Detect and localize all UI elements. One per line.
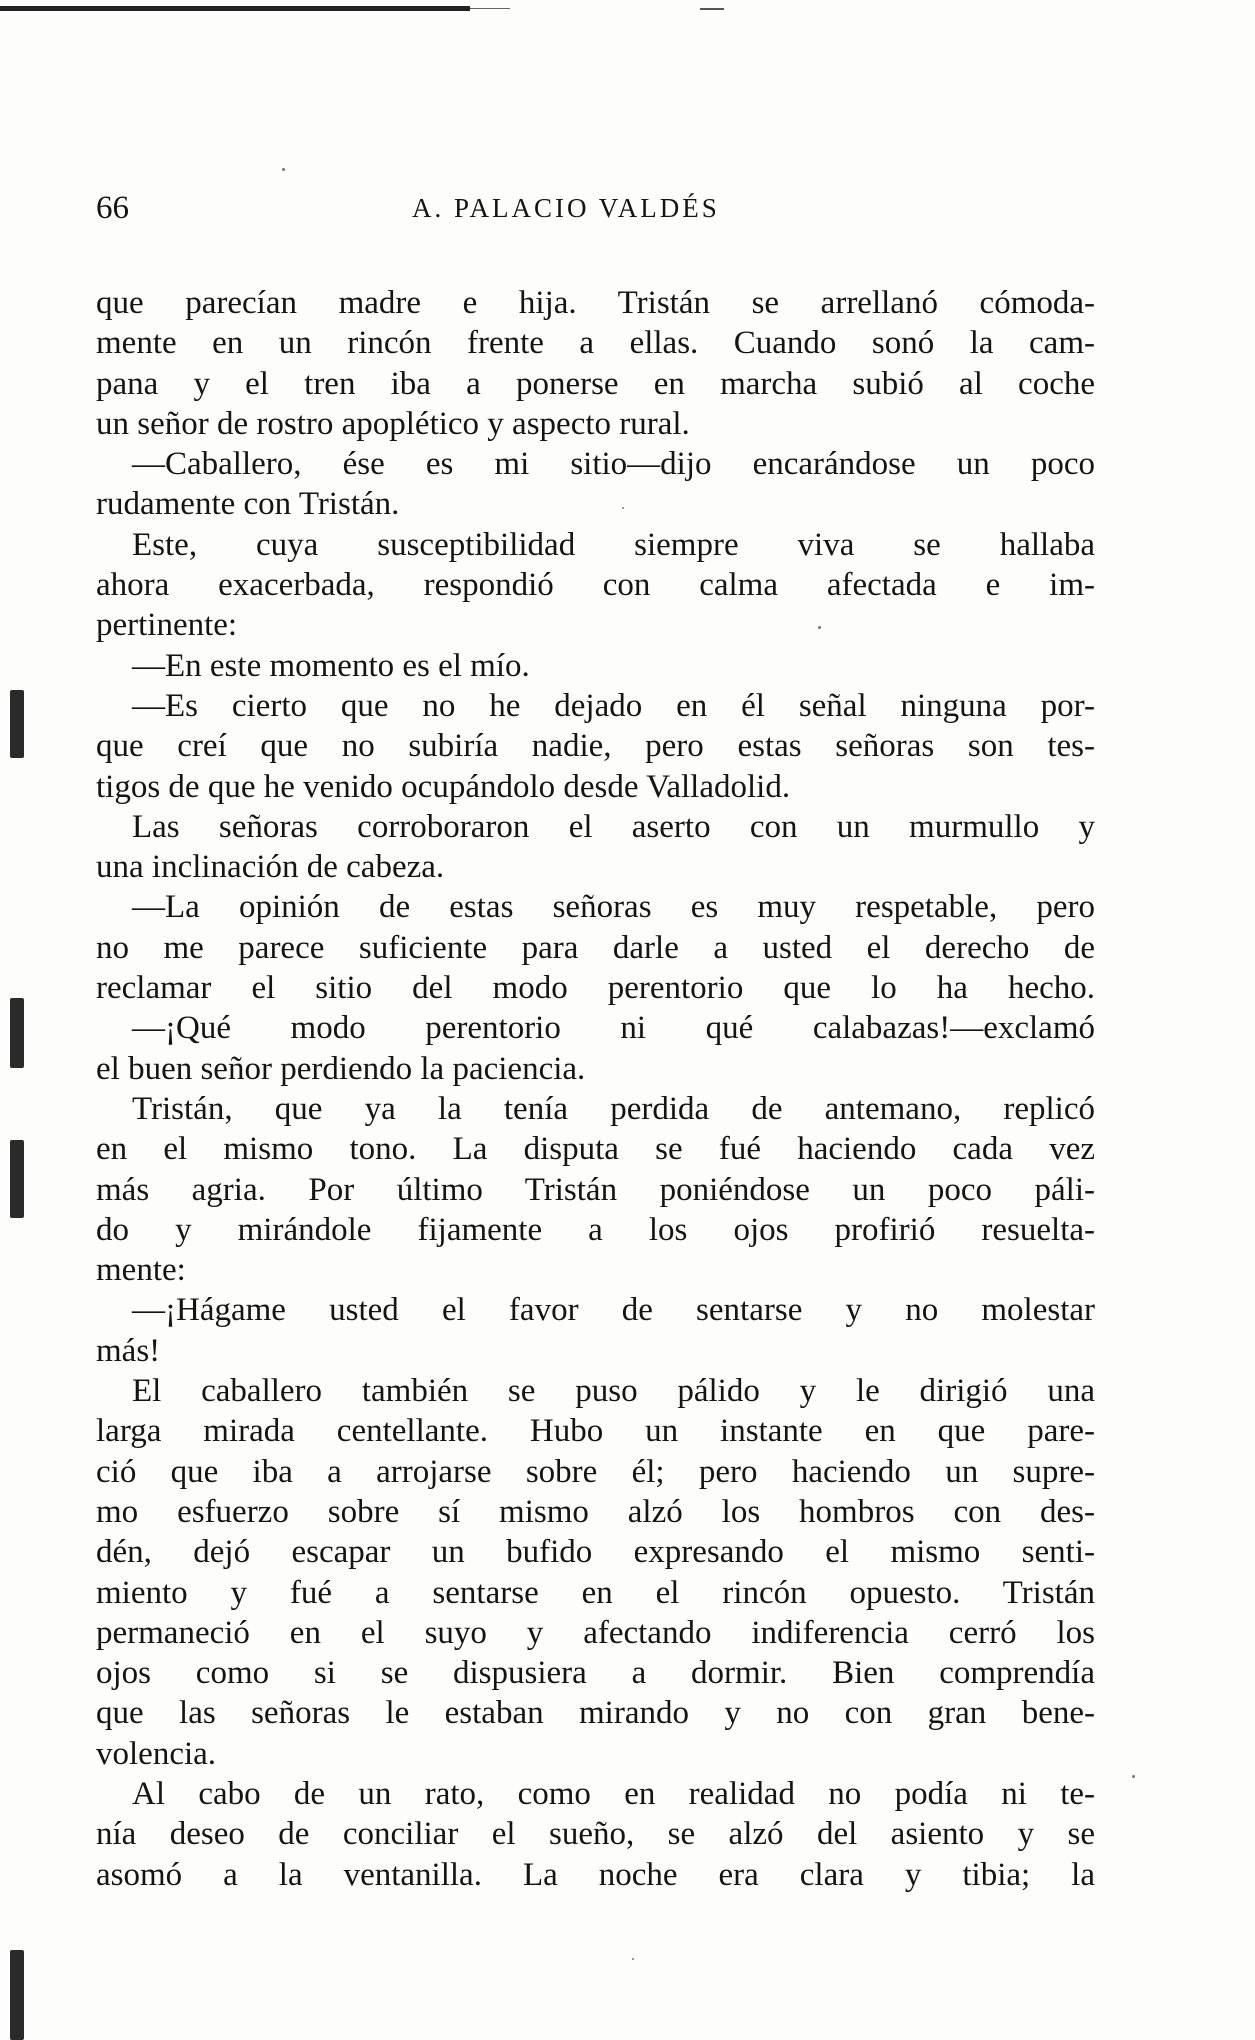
text-line: permaneció en el suyo y afectando indiferencia cerró los (96, 1614, 1095, 1651)
margin-binding-mark (10, 998, 24, 1068)
ink-speck (282, 168, 285, 171)
ink-speck (818, 626, 821, 629)
margin-binding-mark (10, 1140, 24, 1218)
text-line: más agria. Por último Tristán poniéndose un poco páli- (96, 1171, 1095, 1208)
text-line: miento y fué a sentarse en el rincón opuesto. Tristán (96, 1574, 1095, 1611)
text-line: mo esfuerzo sobre sí mismo alzó los hombros con des- (96, 1493, 1095, 1530)
text-line: el buen señor perdiendo la paciencia. (96, 1050, 586, 1087)
top-edge-rule-thin (470, 8, 510, 9)
text-line: Al cabo de un rato, como en realidad no podía ni te- (132, 1775, 1095, 1812)
text-line: volencia. (96, 1735, 217, 1772)
page-body-text (96, 283, 1095, 1895)
text-line: larga mirada centellante. Hubo un instante en que pare- (96, 1413, 1095, 1450)
text-line: asomó a la ventanilla. La noche era clara y tibia; la (96, 1856, 1095, 1893)
text-line: —En este momento es el mío. (132, 647, 530, 684)
text-line: un señor de rostro apoplético y aspecto rural. (96, 405, 690, 442)
top-edge-rule (0, 6, 470, 11)
running-title: A. PALACIO VALDÉS (412, 193, 720, 223)
text-line: tigos de que he venido ocupándolo desde Valladolid. (96, 768, 791, 805)
text-line: mente: (96, 1252, 186, 1289)
margin-binding-mark (10, 1950, 24, 2040)
text-line: más! (96, 1332, 161, 1369)
ink-speck (632, 1958, 634, 1960)
text-line: rudamente con Tristán. (96, 486, 400, 523)
text-line: no me parece suficiente para darle a usted el derecho de (96, 929, 1095, 966)
text-line: que creí que no subiría nadie, pero estas señoras son tes- (96, 728, 1095, 765)
text-line: —La opinión de estas señoras es muy respetable, pero (132, 889, 1095, 926)
text-line: que parecían madre e hija. Tristán se arrellanó cómoda- (96, 285, 1095, 321)
text-line: que las señoras le estaban mirando y no con gran bene- (96, 1695, 1095, 1732)
text-line: dén, dejó escapar un bufido expresando el mismo senti- (96, 1534, 1095, 1571)
text-line: El caballero también se puso pálido y le dirigió una (132, 1373, 1095, 1410)
text-line: Este, cuya susceptibilidad siempre viva se hallaba (132, 526, 1095, 563)
text-line: mente en un rincón frente a ellas. Cuando sonó la cam- (96, 325, 1095, 362)
text-line: do y mirándole fijamente a los ojos profirió resuelta- (96, 1211, 1095, 1248)
text-line: reclamar el sitio del modo perentorio que lo ha hecho. (96, 970, 1095, 1007)
text-line: pertinente: (96, 607, 238, 644)
text-line: Las señoras corroboraron el aserto con un murmullo y (132, 808, 1095, 845)
text-line: —¡Qué modo perentorio ni qué calabazas!—exclamó (132, 1010, 1095, 1047)
text-line: ahora exacerbada, respondió con calma afectada e im- (96, 567, 1095, 604)
text-line: pana y el tren iba a ponerse en marcha subió al coche (96, 365, 1095, 402)
text-line: ció que iba a arrojarse sobre él; pero haciendo un supre- (96, 1453, 1095, 1490)
text-line: Tristán, que ya la tenía perdida de antemano, replicó (132, 1090, 1095, 1127)
ink-speck (622, 507, 624, 509)
running-head (96, 188, 1096, 228)
text-line: ojos como si se dispusiera a dormir. Bien comprendía (96, 1655, 1095, 1692)
text-line: en el mismo tono. La disputa se fué haciendo cada vez (96, 1131, 1095, 1168)
ink-speck (1132, 1775, 1135, 1778)
top-edge-dash (700, 8, 724, 10)
text-line: —¡Hágame usted el favor de sentarse y no molestar (132, 1292, 1095, 1329)
text-line: nía deseo de conciliar el sueño, se alzó del asiento y se (96, 1816, 1095, 1853)
text-line: —Caballero, ése es mi sitio—dijo encarándose un poco (132, 446, 1095, 483)
page-number: 66 (96, 190, 129, 226)
text-line: una inclinación de cabeza. (96, 849, 445, 886)
text-line: —Es cierto que no he dejado en él señal ninguna por- (132, 687, 1095, 724)
margin-binding-mark (10, 690, 24, 758)
